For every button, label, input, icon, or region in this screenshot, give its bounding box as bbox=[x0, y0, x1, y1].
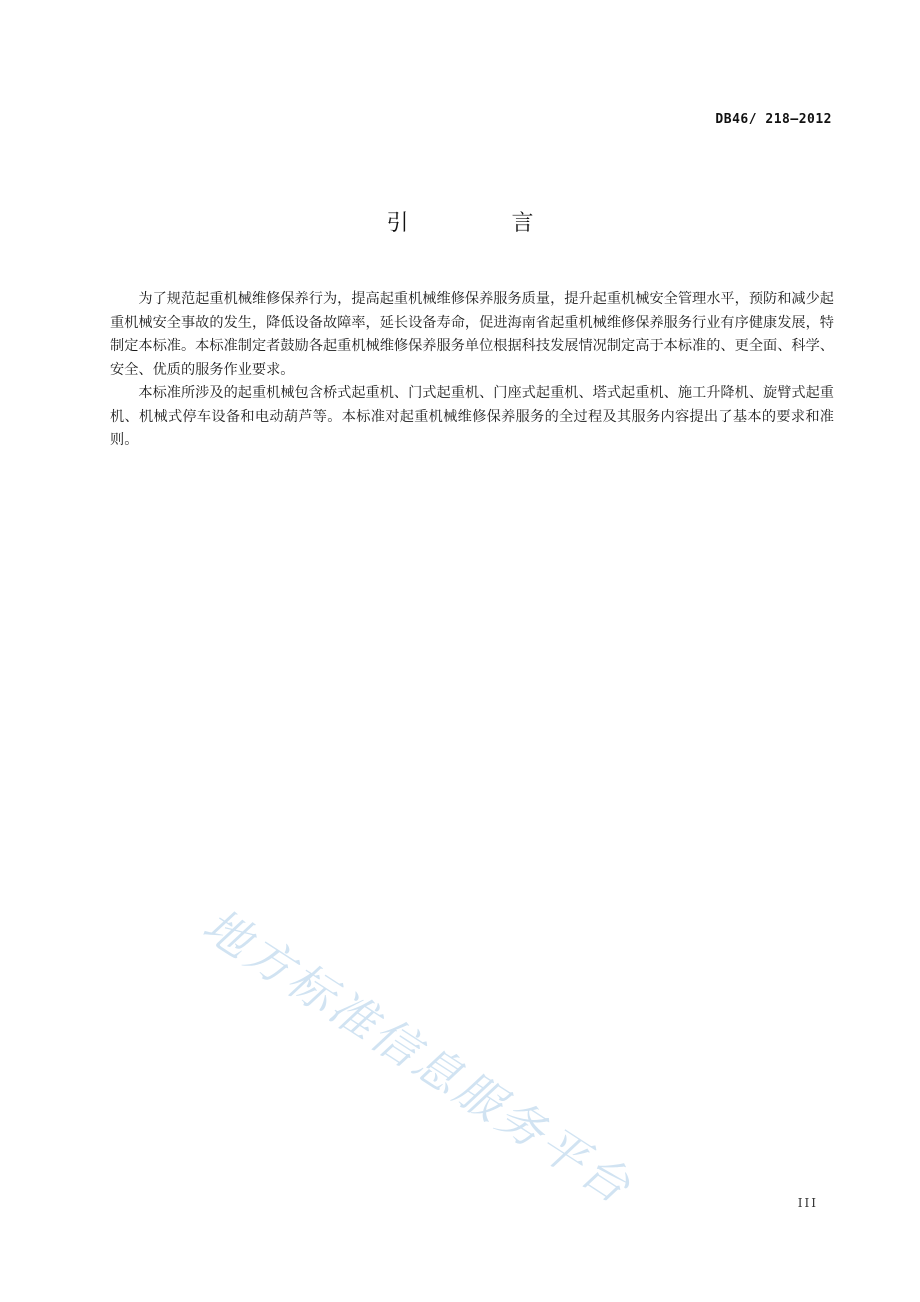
paragraph-1: 为了规范起重机械维修保养行为，提高起重机械维修保养服务质量，提升起重机械安全管理水平，预防和减少起重机械安全事故的发生，降低设备故障率，延长设备寿命，促进海南省起重机械维修保养服务行业有序健康发展，特制定本标准。本标准制定者鼓励各起重机械维修保养服务单位根据科技发展情况制定高于本标准的、更全面、科学、安全、优质的服务作业要求。 bbox=[110, 291, 834, 378]
page-number: III bbox=[797, 1196, 818, 1210]
body-text bbox=[110, 288, 834, 453]
section-title: 引 言 bbox=[386, 211, 582, 236]
standard-code: DB46/ 218—2012 bbox=[715, 112, 832, 127]
watermark: 地方标准信息服务平台 bbox=[193, 897, 643, 1216]
paragraph-2: 本标准所涉及的起重机械包含桥式起重机、门式起重机、门座式起重机、塔式起重机、施工升降机、旋臂式起重机、机械式停车设备和电动葫芦等。本标准对起重机械维修保养服务的全过程及其服务内容提出了基本的要求和准则。 bbox=[110, 385, 834, 448]
